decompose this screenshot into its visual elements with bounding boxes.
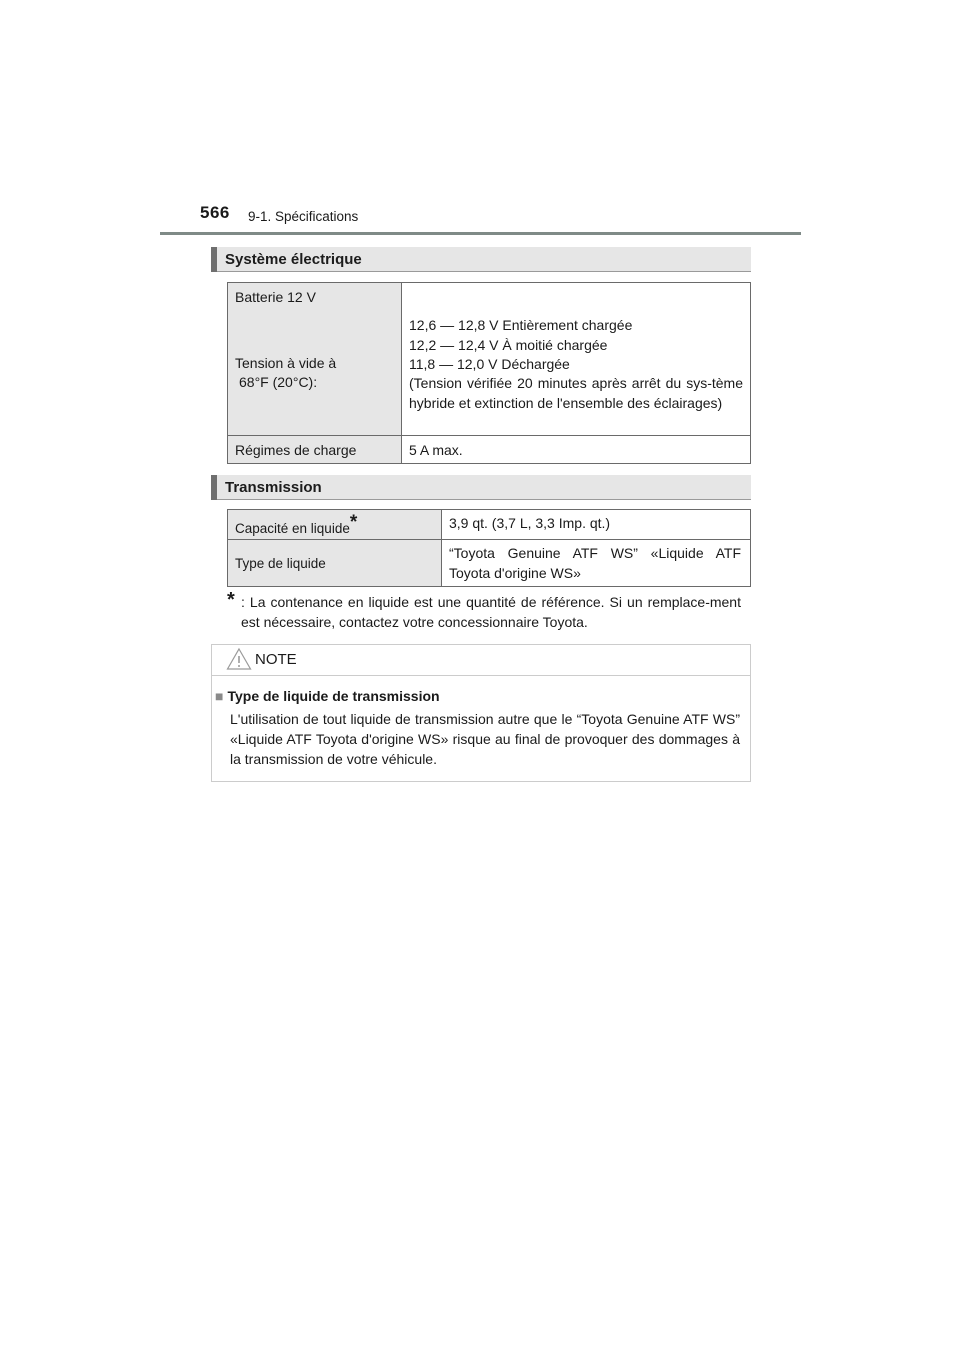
fluid-value-cell: [442, 540, 751, 587]
fluid-value: “Toyota Genuine ATF WS” «Liquide ATF Toyota d'origine WS»: [449, 545, 741, 581]
fluid-label: Type de liquide: [235, 555, 326, 571]
voltage-note: (Tension vérifiée 20 minutes après arrêt du sys-tème hybride et extinction de l'ensemble des éclairages): [409, 375, 743, 411]
table-row: [228, 510, 751, 540]
warning-triangle-icon: [226, 647, 252, 676]
voltage-value-half: 12,2 — 12,4 V À moitié chargée: [409, 336, 608, 353]
capacity-label-cell: [228, 510, 442, 540]
note-label: NOTE: [255, 651, 297, 668]
voltage-value-full: 12,6 — 12,8 V Entièrement chargée: [409, 317, 633, 333]
capacity-footnote-marker: *: [349, 512, 358, 533]
note-title-text: Type de liquide de transmission: [227, 688, 440, 704]
voltage-value-cell: [402, 283, 751, 436]
electrical-spec-table: [227, 282, 751, 464]
section-title: Système électrique: [225, 251, 362, 268]
charge-label-cell: [228, 436, 402, 464]
note-box: [211, 644, 751, 782]
capacity-value: 3,9 qt. (3,7 L, 3,3 Imp. qt.): [449, 515, 611, 531]
note-header: [212, 645, 750, 676]
table-row: [228, 436, 751, 464]
voltage-label-line2: 68°F (20°C):: [239, 374, 318, 390]
transmission-spec-table: [227, 509, 751, 587]
capacity-label-wrap: [228, 510, 441, 539]
note-title: [215, 688, 440, 704]
footnote: [227, 589, 741, 632]
header-rule: [160, 232, 801, 235]
section-title: Transmission: [225, 479, 322, 496]
charge-label: Régimes de charge: [235, 442, 357, 458]
page-number: 566: [200, 203, 230, 222]
bullet-square-icon: ■: [215, 688, 224, 704]
voltage-label-line1: Tension à vide à: [235, 355, 337, 371]
fluid-label-cell: [228, 540, 442, 587]
battery-label-cell: [228, 283, 402, 436]
section-heading-electrical: [211, 247, 751, 272]
table-row: [228, 540, 751, 587]
charge-value: 5 A max.: [409, 442, 463, 458]
voltage-values: [409, 316, 632, 375]
section-reference: 9-1. Spécifications: [248, 209, 359, 224]
footnote-text: : La contenance en liquide est une quantité de référence. Si un remplace-ment est nécessaire, contactez votre concessionnaire Toyota.: [241, 594, 741, 630]
section-heading-transmission: [211, 475, 751, 500]
table-row: [228, 283, 751, 436]
footnote-marker: *: [227, 589, 235, 611]
capacity-label: Capacité en liquide: [235, 521, 350, 536]
charge-value-cell: [402, 436, 751, 464]
section-heading-bar: [211, 247, 217, 272]
battery-label: Batterie 12 V: [235, 289, 316, 305]
voltage-value-discharged: 11,8 — 12,0 V Déchargée: [409, 356, 570, 372]
capacity-value-cell: [442, 510, 751, 540]
note-body: L'utilisation de tout liquide de transmission autre que le “Toyota Genuine ATF WS” «Liquide ATF Toyota d'origine WS» risque au final de provoquer des dommages à la transmission de votre véhicule.: [230, 711, 740, 767]
section-heading-bar: [211, 475, 217, 500]
